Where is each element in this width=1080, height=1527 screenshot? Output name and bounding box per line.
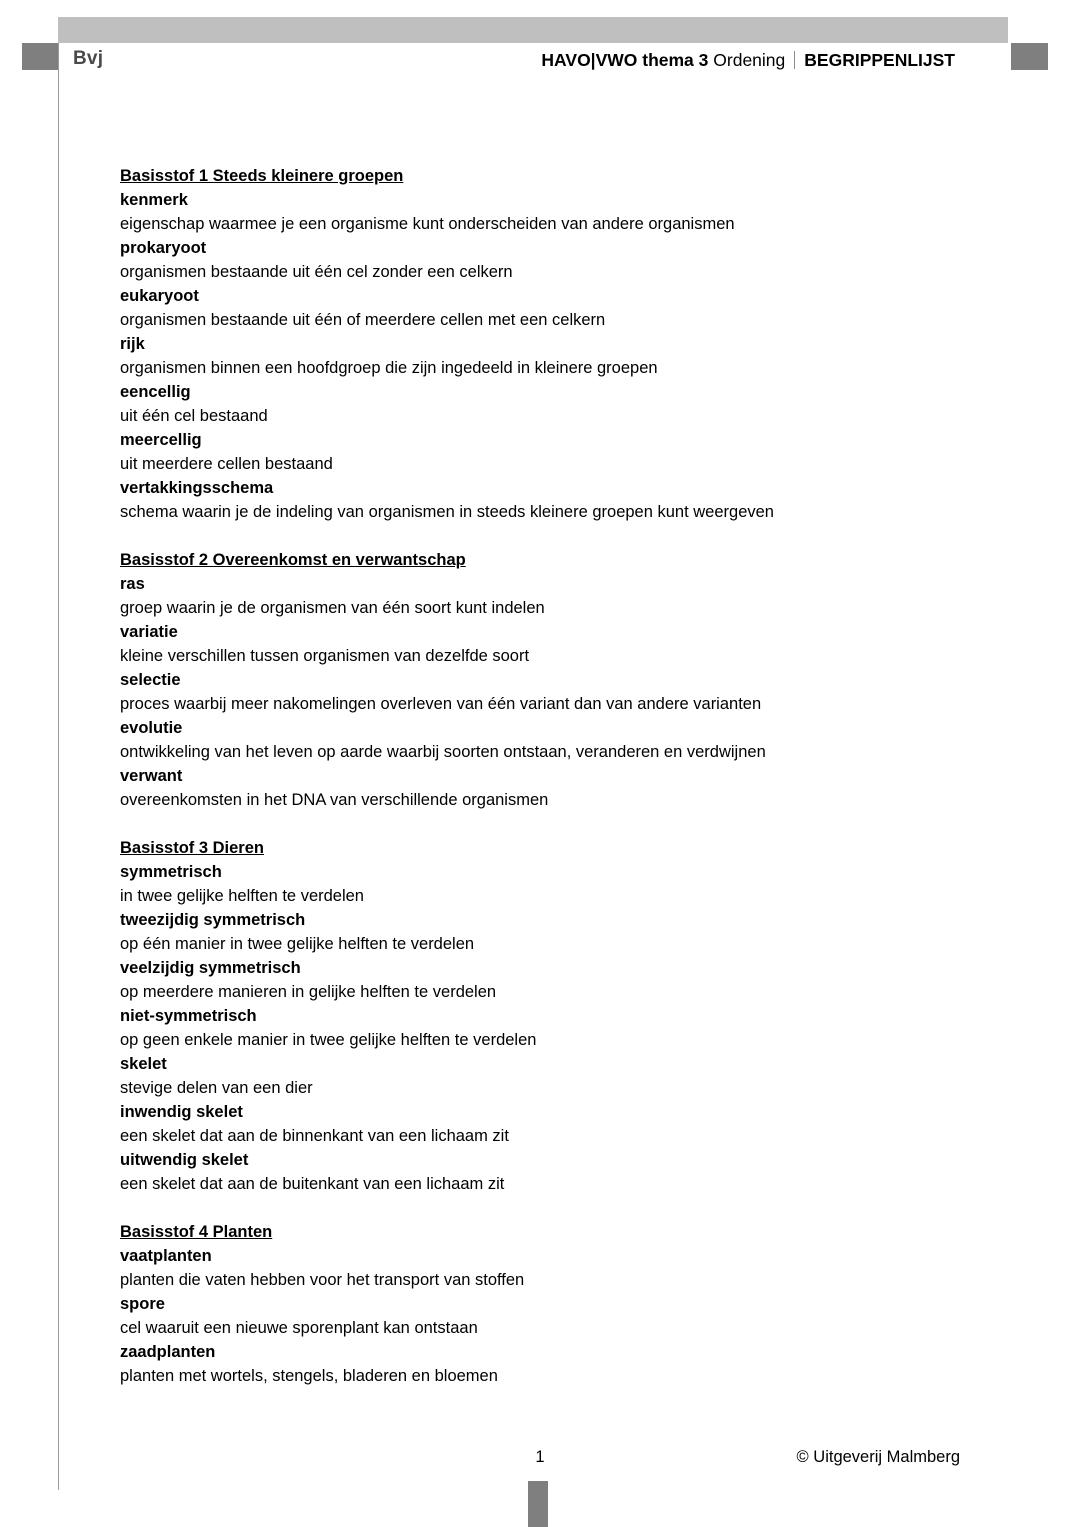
glossary-term: eencellig — [120, 383, 191, 401]
glossary-term: skelet — [120, 1055, 167, 1073]
glossary-definition: uit één cel bestaand — [120, 407, 268, 425]
glossary-term: ras — [120, 575, 145, 593]
glossary-term: rijk — [120, 335, 145, 353]
glossary-definition: op geen enkele manier in twee gelijke helften te verdelen — [120, 1031, 537, 1049]
page-number: 1 — [535, 1448, 545, 1466]
glossary-content — [120, 164, 980, 1388]
glossary-term: zaadplanten — [120, 1343, 216, 1361]
glossary-definition: overeenkomsten in het DNA van verschillende organismen — [120, 791, 549, 809]
glossary-term: verwant — [120, 767, 183, 785]
section-title: Basisstof 3 Dieren — [120, 839, 264, 857]
glossary-definition: proces waarbij meer nakomelingen overleven van één variant dan van andere varianten — [120, 695, 762, 713]
glossary-section — [120, 836, 980, 1196]
glossary-term: evolutie — [120, 719, 183, 737]
left-margin-rule — [58, 43, 59, 1490]
glossary-definition: organismen bestaande uit één of meerdere cellen met een celkern — [120, 311, 606, 329]
glossary-definition: planten met wortels, stengels, bladeren en bloemen — [120, 1367, 498, 1385]
section-title: Basisstof 1 Steeds kleinere groepen — [120, 167, 404, 185]
glossary-term: selectie — [120, 671, 181, 689]
glossary-definition: eigenschap waarmee je een organisme kunt onderscheiden van andere organismen — [120, 215, 735, 233]
header-light-bar — [58, 17, 1008, 43]
glossary-term: variatie — [120, 623, 178, 641]
header-theme-name: Ordening — [713, 50, 786, 70]
glossary-term: tweezijdig symmetrisch — [120, 911, 306, 929]
glossary-term: kenmerk — [120, 191, 188, 209]
page-footer — [0, 1448, 1080, 1478]
glossary-definition: planten die vaten hebben voor het transport van stoffen — [120, 1271, 525, 1289]
glossary-definition: organismen binnen een hoofdgroep die zijn ingedeeld in kleinere groepen — [120, 359, 658, 377]
glossary-definition: uit meerdere cellen bestaand — [120, 455, 333, 473]
header-course-theme: HAVO|VWO thema 3 — [541, 50, 709, 70]
glossary-section — [120, 164, 980, 524]
glossary-section — [120, 548, 980, 812]
glossary-definition: een skelet dat aan de binnenkant van een lichaam zit — [120, 1127, 509, 1145]
glossary-term: vaatplanten — [120, 1247, 212, 1265]
header-title — [0, 50, 955, 71]
glossary-term: uitwendig skelet — [120, 1151, 249, 1169]
glossary-definition: stevige delen van een dier — [120, 1079, 313, 1097]
section-title: Basisstof 2 Overeenkomst en verwantschap — [120, 551, 466, 569]
copyright-notice: © Uitgeverij Malmberg — [796, 1448, 960, 1466]
glossary-definition: in twee gelijke helften te verdelen — [120, 887, 364, 905]
glossary-definition: ontwikkeling van het leven op aarde waarbij soorten ontstaan, veranderen en verdwijnen — [120, 743, 766, 761]
glossary-term: veelzijdig symmetrisch — [120, 959, 301, 977]
glossary-term: inwendig skelet — [120, 1103, 243, 1121]
glossary-term: vertakkingsschema — [120, 479, 274, 497]
glossary-definition: cel waaruit een nieuwe sporenplant kan ontstaan — [120, 1319, 478, 1337]
glossary-term: symmetrisch — [120, 863, 222, 881]
page-header — [0, 48, 1080, 78]
glossary-term: prokaryoot — [120, 239, 207, 257]
glossary-term: niet-symmetrisch — [120, 1007, 257, 1025]
header-separator-icon — [794, 51, 795, 69]
glossary-definition: groep waarin je de organismen van één soort kunt indelen — [120, 599, 545, 617]
glossary-term: eukaryoot — [120, 287, 199, 305]
section-title: Basisstof 4 Planten — [120, 1223, 273, 1241]
glossary-definition: kleine verschillen tussen organismen van dezelfde soort — [120, 647, 530, 665]
glossary-definition: op meerdere manieren in gelijke helften te verdelen — [120, 983, 497, 1001]
glossary-definition: schema waarin je de indeling van organismen in steeds kleinere groepen kunt weergeven — [120, 503, 774, 521]
glossary-definition: op één manier in twee gelijke helften te verdelen — [120, 935, 475, 953]
header-document-type: BEGRIPPENLIJST — [804, 50, 955, 70]
glossary-term: spore — [120, 1295, 165, 1313]
footer-dark-bar — [528, 1481, 548, 1527]
header-subject-mark: Bvj — [73, 48, 104, 69]
glossary-term: meercellig — [120, 431, 202, 449]
glossary-definition: een skelet dat aan de buitenkant van een lichaam zit — [120, 1175, 505, 1193]
glossary-section — [120, 1220, 980, 1388]
glossary-definition: organismen bestaande uit één cel zonder een celkern — [120, 263, 513, 281]
